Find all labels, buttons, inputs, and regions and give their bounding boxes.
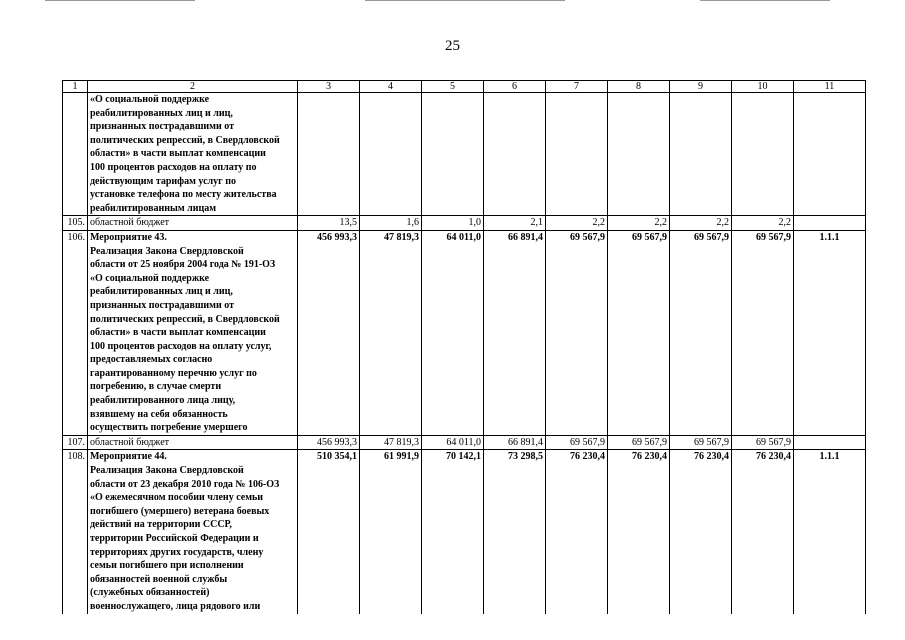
row-number: 108. bbox=[63, 450, 88, 614]
description-line: предоставляемых согласно bbox=[90, 354, 213, 366]
description-line: областной бюджет bbox=[90, 436, 170, 448]
value-cell bbox=[546, 93, 608, 216]
description-line: «О социальной поддержке bbox=[90, 94, 210, 105]
description-line: взявшему на себя обязанность bbox=[90, 408, 228, 420]
header-cell: 3 bbox=[298, 81, 360, 93]
description-line: реабилитированных лиц и лиц, bbox=[90, 286, 233, 298]
value-cell: 456 993,3 bbox=[298, 230, 360, 435]
table-row bbox=[63, 93, 866, 216]
value-cell bbox=[670, 93, 732, 216]
description-line: политических репрессий, в Свердловской bbox=[90, 134, 280, 146]
description-line: осуществить погребение умершего bbox=[90, 422, 248, 434]
value-cell: 13,5 bbox=[298, 216, 360, 231]
value-cell: 76 230,4 bbox=[546, 450, 608, 614]
value-cell: 76 230,4 bbox=[732, 450, 794, 614]
target-code-cell bbox=[794, 216, 866, 231]
row-number: 106. bbox=[63, 230, 88, 435]
header-cell: 2 bbox=[88, 81, 298, 93]
value-cell: 69 567,9 bbox=[732, 230, 794, 435]
description-line: области» в части выплат компенсации bbox=[90, 148, 266, 160]
description-line: политических репрессий, в Свердловской bbox=[90, 313, 280, 325]
top-edge-line-left bbox=[45, 0, 195, 1]
table-row bbox=[63, 230, 866, 435]
description-line: 100 процентов расходов на оплату по bbox=[90, 161, 257, 173]
row-description bbox=[88, 216, 298, 231]
value-cell: 64 011,0 bbox=[422, 435, 484, 450]
header-cell: 8 bbox=[608, 81, 670, 93]
value-cell bbox=[732, 93, 794, 216]
value-cell: 69 567,9 bbox=[608, 230, 670, 435]
value-cell: 69 567,9 bbox=[732, 435, 794, 450]
row-description bbox=[88, 435, 298, 450]
description-line: областной бюджет bbox=[90, 217, 170, 229]
table-row bbox=[63, 435, 866, 450]
description-line: области от 25 ноября 2004 года № 191-ОЗ bbox=[90, 259, 276, 271]
top-edge-line-center bbox=[365, 0, 565, 1]
value-cell: 76 230,4 bbox=[670, 450, 732, 614]
header-cell: 11 bbox=[794, 81, 866, 93]
value-cell: 70 142,1 bbox=[422, 450, 484, 614]
value-cell: 66 891,4 bbox=[484, 435, 546, 450]
description-line: реабилитированного лица лицу, bbox=[90, 395, 236, 407]
description-line: обязанностей военной службы bbox=[90, 573, 228, 585]
target-code-cell bbox=[794, 435, 866, 450]
value-cell bbox=[608, 93, 670, 216]
description-line: погребению, в случае смерти bbox=[90, 381, 222, 393]
value-cell: 456 993,3 bbox=[298, 435, 360, 450]
description-line: установке телефона по месту жительства bbox=[90, 189, 277, 201]
description-line: Реализация Закона Свердловской bbox=[90, 245, 244, 257]
table-row bbox=[63, 216, 866, 231]
value-cell: 66 891,4 bbox=[484, 230, 546, 435]
header-cell: 1 bbox=[63, 81, 88, 93]
value-cell: 69 567,9 bbox=[670, 435, 732, 450]
value-cell: 2,2 bbox=[670, 216, 732, 231]
target-code-cell: 1.1.1 bbox=[794, 450, 866, 614]
value-cell: 2,2 bbox=[732, 216, 794, 231]
top-edge-line-right bbox=[700, 0, 830, 1]
description-line: семьи погибшего при исполнении bbox=[90, 560, 244, 572]
value-cell bbox=[422, 93, 484, 216]
value-cell: 64 011,0 bbox=[422, 230, 484, 435]
header-row bbox=[63, 81, 866, 93]
description-line: территориях других государств, члену bbox=[90, 546, 264, 558]
description-line: «О ежемесячном пособии члену семьи bbox=[90, 492, 264, 504]
description-line: Реализация Закона Свердловской bbox=[90, 465, 244, 477]
header-cell: 6 bbox=[484, 81, 546, 93]
description-line: территории Российской Федерации и bbox=[90, 533, 259, 544]
row-description bbox=[88, 450, 298, 614]
description-line: области» в части выплат компенсации bbox=[90, 327, 266, 339]
value-cell bbox=[484, 93, 546, 216]
description-line: военнослужащего, лица рядового или bbox=[90, 600, 261, 612]
row-number: 105. bbox=[63, 216, 88, 231]
row-number: 107. bbox=[63, 435, 88, 450]
header-cell: 5 bbox=[422, 81, 484, 93]
target-code-cell bbox=[794, 93, 866, 216]
description-line: области от 23 декабря 2010 года № 106-ОЗ bbox=[90, 478, 280, 490]
value-cell bbox=[360, 93, 422, 216]
row-description bbox=[88, 93, 298, 216]
description-line: гарантированному перечню услуг по bbox=[90, 367, 257, 379]
target-code-cell: 1.1.1 bbox=[794, 230, 866, 435]
value-cell: 47 819,3 bbox=[360, 230, 422, 435]
description-line: 100 процентов расходов на оплату услуг, bbox=[90, 340, 272, 352]
value-cell: 61 991,9 bbox=[360, 450, 422, 614]
row-description bbox=[88, 230, 298, 435]
description-line: действий на территории СССР, bbox=[90, 519, 232, 531]
table-row bbox=[63, 450, 866, 614]
description-line: признанных пострадавшими от bbox=[90, 299, 235, 311]
value-cell: 1,0 bbox=[422, 216, 484, 231]
header-cell: 10 bbox=[732, 81, 794, 93]
value-cell: 69 567,9 bbox=[546, 230, 608, 435]
header-cell: 7 bbox=[546, 81, 608, 93]
value-cell: 510 354,1 bbox=[298, 450, 360, 614]
header-cell: 9 bbox=[670, 81, 732, 93]
description-line: признанных пострадавшими от bbox=[90, 121, 235, 133]
description-line: «О социальной поддержке bbox=[90, 272, 210, 284]
description-line: реабилитированным лицам bbox=[90, 202, 217, 214]
description-line: погибшего (умершего) ветерана боевых bbox=[90, 505, 270, 517]
value-cell: 47 819,3 bbox=[360, 435, 422, 450]
value-cell: 69 567,9 bbox=[670, 230, 732, 435]
description-line: Мероприятие 44. bbox=[90, 451, 167, 463]
description-line: реабилитированных лиц и лиц, bbox=[90, 107, 233, 119]
page-number: 25 bbox=[445, 38, 460, 54]
header-cell: 4 bbox=[360, 81, 422, 93]
value-cell: 2,2 bbox=[546, 216, 608, 231]
description-line: Мероприятие 43. bbox=[90, 231, 167, 243]
description-line: действующим тарифам услуг по bbox=[90, 175, 236, 187]
table-body bbox=[63, 81, 866, 614]
value-cell: 76 230,4 bbox=[608, 450, 670, 614]
value-cell: 73 298,5 bbox=[484, 450, 546, 614]
value-cell: 1,6 bbox=[360, 216, 422, 231]
value-cell: 2,1 bbox=[484, 216, 546, 231]
value-cell: 69 567,9 bbox=[546, 435, 608, 450]
value-cell: 69 567,9 bbox=[608, 435, 670, 450]
row-number bbox=[63, 93, 88, 216]
budget-table bbox=[62, 80, 866, 614]
description-line: (служебных обязанностей) bbox=[90, 587, 210, 599]
value-cell: 2,2 bbox=[608, 216, 670, 231]
value-cell bbox=[298, 93, 360, 216]
